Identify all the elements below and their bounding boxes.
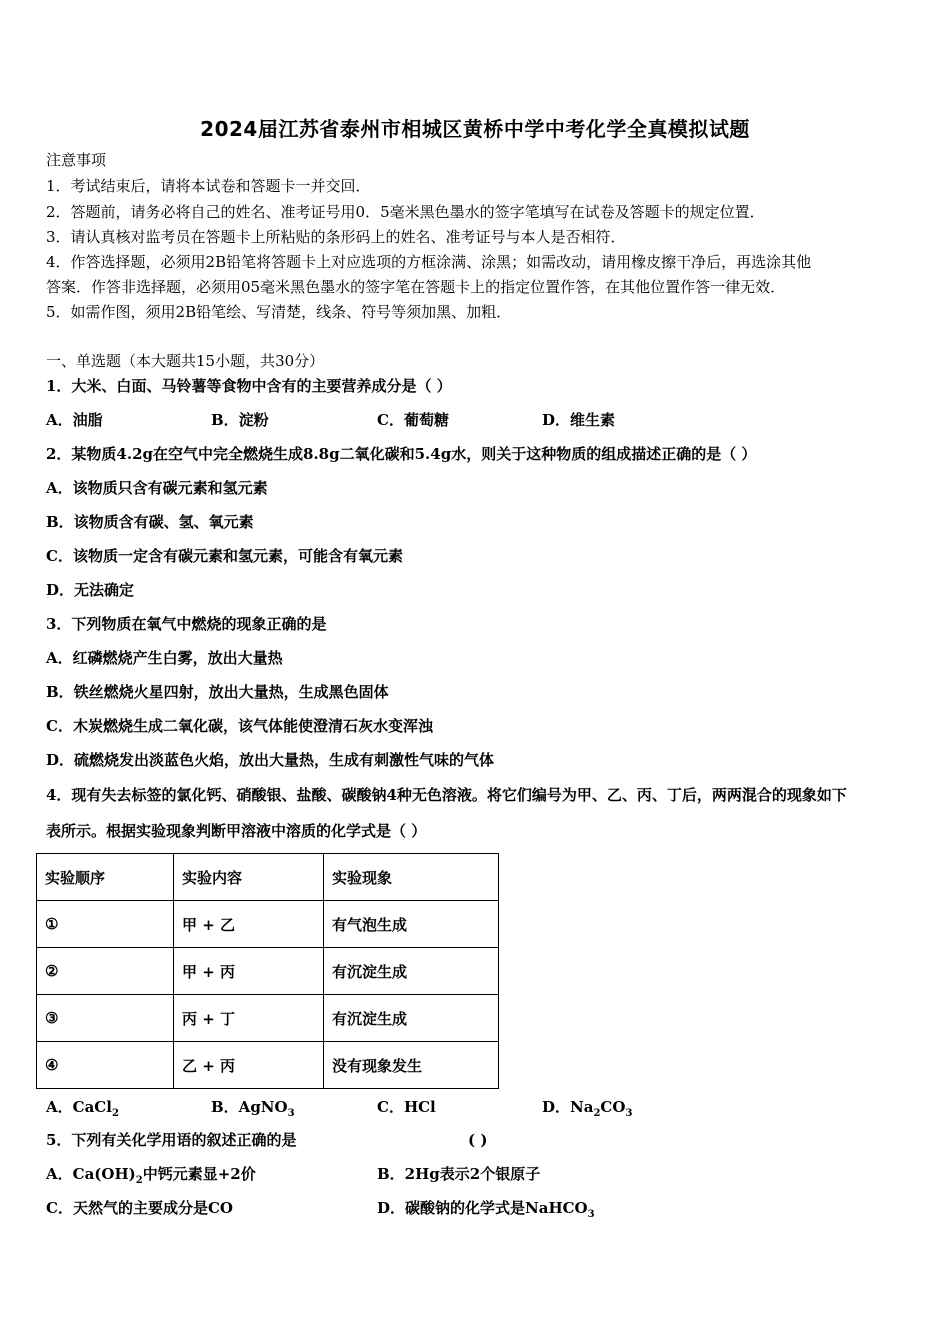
table-cell: 甲 + 丙 (174, 948, 324, 995)
table-cell: 没有现象发生 (324, 1042, 499, 1089)
table-cell: ③ (37, 995, 174, 1042)
table-header: 实验内容 (174, 854, 324, 901)
table-cell: 有沉淀生成 (324, 995, 499, 1042)
table-header: 实验现象 (324, 854, 499, 901)
notice-heading: 注意事项 (46, 151, 107, 169)
q3-option-a: A．红磷燃烧产生白雾，放出大量热 (46, 649, 283, 667)
q4-option-b: B．AgNO$_3$ (211, 1098, 295, 1119)
table-row (37, 948, 499, 995)
q4-stem-line1: 4．现有失去标签的氯化钙、硝酸银、盐酸、碳酸钠4种无色溶液。将它们编号为甲、乙、丙、丁后，两两混合的现象如下 (46, 786, 847, 804)
table-cell: 有沉淀生成 (324, 948, 499, 995)
q3-option-b: B．铁丝燃烧火星四射，放出大量热，生成黑色固体 (46, 683, 389, 701)
q4-stem-line2: 表所示。根据实验现象判断甲溶液中溶质的化学式是（ ） (46, 822, 427, 840)
table-cell: 乙 + 丙 (174, 1042, 324, 1089)
q5-option-c: C．天然气的主要成分是CO (46, 1199, 233, 1217)
q1-option-a: A．油脂 (46, 411, 103, 429)
q2-option-a: A．该物质只含有碳元素和氢元素 (46, 479, 268, 497)
notice-item-3: 3．请认真核对监考员在答题卡上所粘贴的条形码上的姓名、准考证号与本人是否相符． (46, 228, 626, 246)
q5-option-b: B．2Hg表示2个银原子 (377, 1165, 541, 1183)
notice-item-1: 1．考试结束后，请将本试卷和答题卡一并交回． (46, 177, 371, 195)
q5-answer-paren: ( ) (468, 1131, 488, 1149)
table-cell: 丙 + 丁 (174, 995, 324, 1042)
table-header: 实验顺序 (37, 854, 174, 901)
q4-option-c: C．HCl (377, 1098, 436, 1116)
q2-option-b: B．该物质含有碳、氢、氧元素 (46, 513, 254, 531)
experiment-table (36, 853, 499, 1089)
q4-option-d: D．$Na_2CO_3$ (542, 1098, 633, 1119)
q4-option-a: A．CaCl$_2$ (46, 1098, 119, 1119)
q3-stem: 3．下列物质在氧气中燃烧的现象正确的是 (46, 615, 327, 633)
q2-option-d: D．无法确定 (46, 581, 135, 599)
table-cell: ④ (37, 1042, 174, 1089)
table-cell: ② (37, 948, 174, 995)
table-cell: 有气泡生成 (324, 901, 499, 948)
section-heading: 一、单选题（本大题共15小题，共30分） (46, 352, 325, 370)
table-cell: 甲 + 乙 (174, 901, 324, 948)
table-row (37, 1042, 499, 1089)
table-row (37, 901, 499, 948)
table-cell: ① (37, 901, 174, 948)
q5-stem: 5．下列有关化学用语的叙述正确的是 (46, 1131, 297, 1149)
notice-item-5: 5．如需作图，须用2B铅笔绘、写清楚，线条、符号等须加黑、加粗． (46, 303, 512, 321)
q2-option-c: C．该物质一定含有碳元素和氢元素，可能含有氧元素 (46, 547, 403, 565)
notice-item-4: 4．作答选择题，必须用2B铅笔将答题卡上对应选项的方框涂满、涂黑；如需改动，请用橡皮擦干净后，再选涂其他 (46, 253, 812, 271)
notice-item-4-cont: 答案．作答非选择题，必须用05毫米黑色墨水的签字笔在答题卡上的指定位置作答，在其他位置作答一律无效． (46, 278, 786, 296)
q5-option-d: D．碳酸钠的化学式是NaHCO$_3$ (377, 1199, 595, 1220)
q5-option-a: A．$Ca(OH)_2$中钙元素显+2价 (46, 1165, 256, 1186)
q3-option-d: D．硫燃烧发出淡蓝色火焰，放出大量热，生成有刺激性气味的气体 (46, 751, 495, 769)
q1-option-c: C．葡萄糖 (377, 411, 449, 429)
notice-item-2: 2．答题前，请务必将自己的姓名、准考证号用0．5毫米黑色墨水的签字笔填写在试卷及答题卡的规定位置． (46, 203, 765, 221)
table-header-row (37, 854, 499, 901)
table-row (37, 995, 499, 1042)
q1-option-d: D．维生素 (542, 411, 616, 429)
q3-option-c: C．木炭燃烧生成二氧化碳，该气体能使澄清石灰水变浑浊 (46, 717, 433, 735)
q2-stem: 2．某物质4.2g在空气中完全燃烧生成8.8g二氧化碳和5.4g水，则关于这种物质的组成描述正确的是（ ） (46, 445, 757, 463)
q1-option-b: B．淀粉 (211, 411, 269, 429)
page-title: 2024届江苏省泰州市相城区黄桥中学中考化学全真模拟试题 (200, 117, 750, 141)
q1-stem: 1．大米、白面、马铃薯等食物中含有的主要营养成分是（ ） (46, 377, 452, 395)
